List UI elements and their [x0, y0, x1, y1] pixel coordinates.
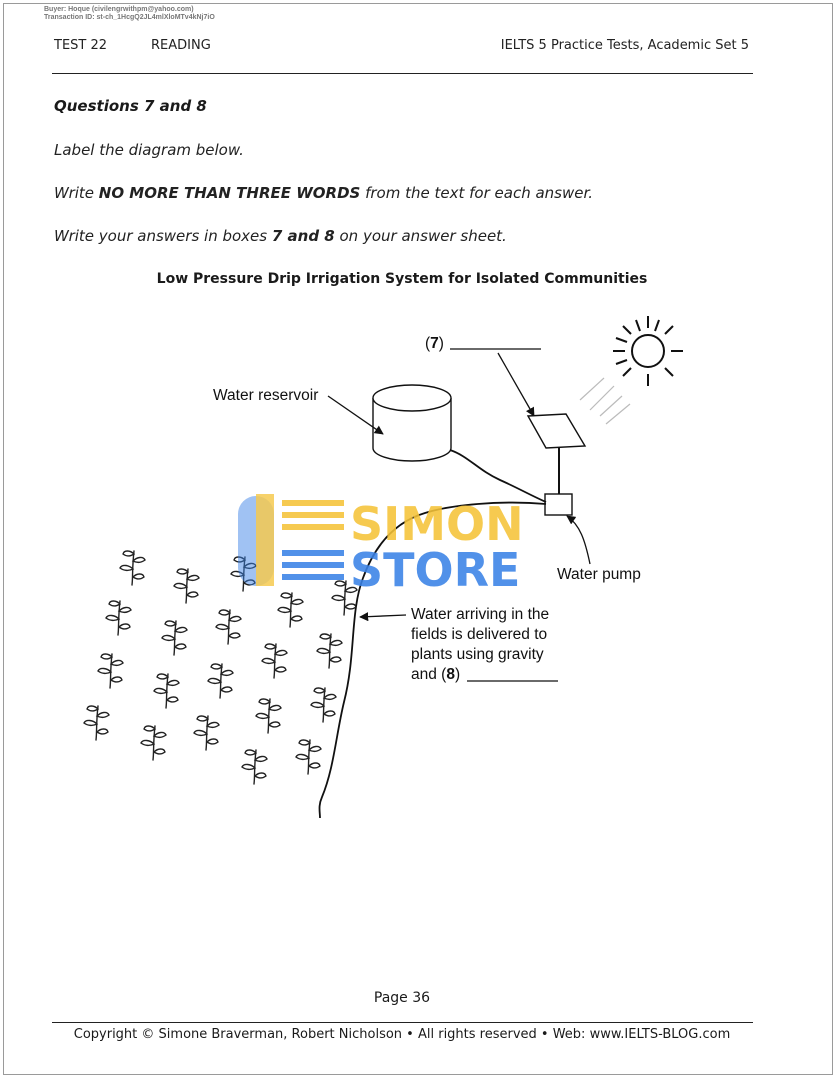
- pump-arrow: [567, 516, 590, 564]
- simon-store-watermark: [238, 494, 524, 597]
- transaction-line: Transaction ID: st-ch_1HcgQ2JL4mlXloMTv4kNj7iO: [44, 14, 215, 21]
- copyright-notice: Copyright © Simone Braverman, Robert Nicholson • All rights reserved • Web: www.IELTS-BLOG.com: [73, 1027, 731, 1042]
- field-text-line-3: plants using gravity: [411, 646, 544, 663]
- questions-title: Questions 7 and 8: [54, 97, 207, 115]
- plant-icon: [174, 569, 199, 603]
- instruction-emphasis: NO MORE THAN THREE WORDS: [98, 184, 361, 202]
- plant-icon: [84, 706, 109, 740]
- instruction-text: Write: [54, 184, 99, 202]
- field-text-line-2: fields is delivered to: [411, 626, 548, 643]
- plant-icon: [242, 750, 267, 784]
- plant-icon: [120, 551, 145, 585]
- water-reservoir: [373, 385, 451, 461]
- plant-icon: [194, 716, 219, 750]
- buyer-line: Buyer: Hoque (civilengrwithpm@yahoo.com): [44, 6, 194, 13]
- instruction-text: from the text for each answer.: [360, 184, 594, 202]
- plant-icon: [296, 740, 321, 774]
- watermark-word-store: STORE: [350, 543, 521, 597]
- water-reservoir-label: Water reservoir: [213, 387, 319, 404]
- plant-icon: [106, 601, 131, 635]
- plant-icon: [154, 674, 179, 708]
- page-number: Page 36: [373, 990, 431, 1006]
- pipe-reservoir-to-pump: [450, 450, 546, 502]
- plant-icon: [278, 593, 303, 627]
- arrow-7: [498, 353, 534, 416]
- water-pump-label: Water pump: [557, 566, 641, 583]
- plant-icon: [311, 688, 336, 722]
- plant-icon: [208, 664, 233, 698]
- instruction-label: Label the diagram below.: [54, 141, 244, 159]
- instruction-text: on your answer sheet.: [334, 227, 507, 245]
- label-8: and (8): [411, 666, 461, 683]
- label-7: (7): [425, 335, 444, 352]
- plant-icon: [141, 726, 166, 760]
- plant-icon: [262, 644, 287, 678]
- instruction-text: Write your answers in boxes: [54, 227, 272, 245]
- plant-icon: [162, 621, 187, 655]
- water-pump-box: [545, 494, 572, 515]
- plant-icon: [216, 610, 241, 644]
- header-book-title: IELTS 5 Practice Tests, Academic Set 5: [500, 38, 749, 53]
- sunlight-rays: [580, 378, 630, 424]
- instruction-emphasis: 7 and 8: [271, 227, 335, 245]
- header-test: TEST 22: [54, 38, 108, 53]
- sun-icon: [613, 316, 683, 386]
- plant-icon: [256, 699, 281, 733]
- plant-icon: [317, 634, 342, 668]
- watermark-word-simon: SIMON: [350, 497, 524, 551]
- field-arrow: [360, 615, 406, 617]
- diagram-title: Low Pressure Drip Irrigation System for Isolated Communities: [156, 271, 648, 287]
- header-section: READING: [151, 38, 211, 53]
- plants-field: [84, 551, 357, 784]
- footer-divider: [52, 1022, 753, 1023]
- field-text-line-1: Water arriving in the: [411, 606, 550, 623]
- plant-icon: [98, 654, 123, 688]
- solar-panel: [528, 414, 585, 448]
